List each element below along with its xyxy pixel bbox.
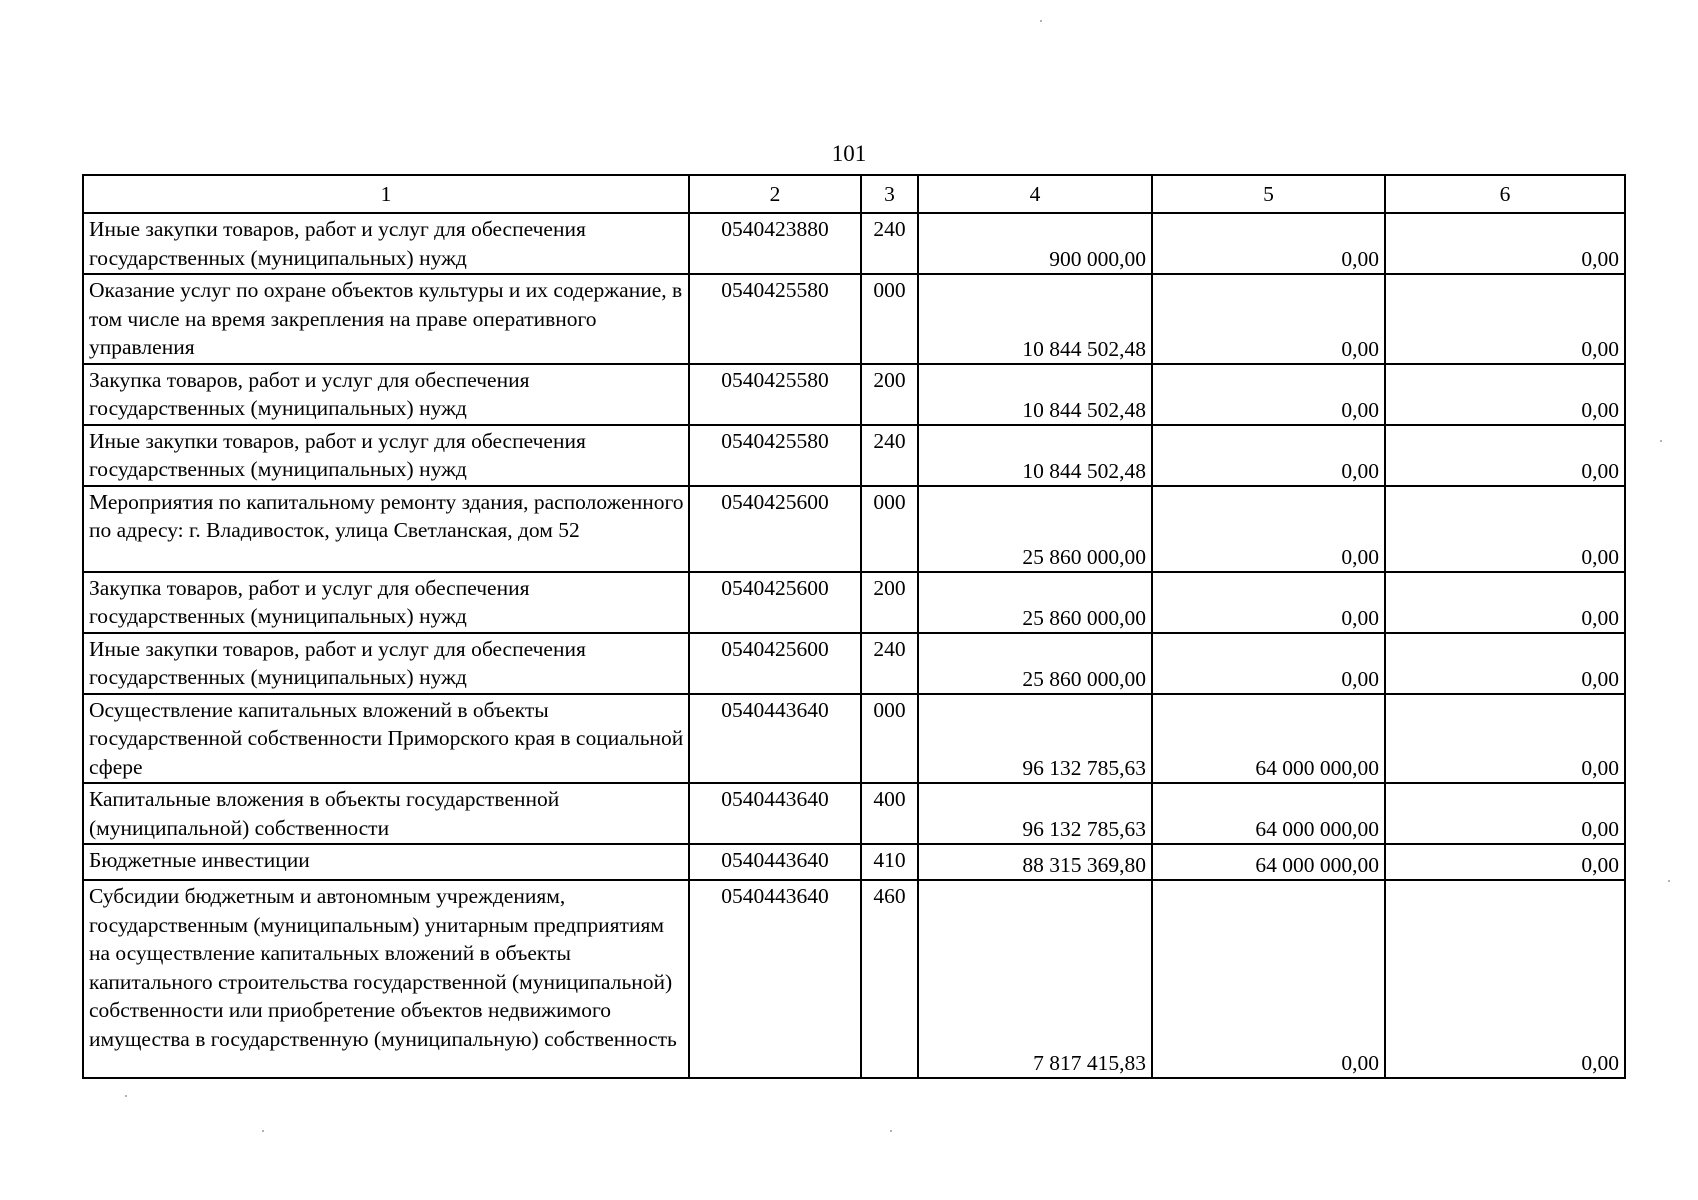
row-amount-5: 0,00 bbox=[1152, 572, 1385, 633]
row-expense-type: 460 bbox=[861, 880, 918, 1078]
page-number: 101 bbox=[831, 141, 867, 166]
row-expense-type: 200 bbox=[861, 364, 918, 425]
row-expense-type: 400 bbox=[861, 783, 918, 844]
row-target-code: 0540443640 bbox=[689, 844, 861, 880]
row-target-code: 0540425580 bbox=[689, 364, 861, 425]
row-description: Оказание услуг по охране объектов культуры и их содержание, в том числе на время закрепления на праве оперативного управления bbox=[83, 274, 689, 364]
row-description: Закупка товаров, работ и услуг для обеспечения государственных (муниципальных) нужд bbox=[83, 364, 689, 425]
row-target-code: 0540423880 bbox=[689, 213, 861, 274]
row-target-code: 0540425580 bbox=[689, 425, 861, 486]
row-amount-4: 10 844 502,48 bbox=[918, 425, 1152, 486]
row-amount-4: 10 844 502,48 bbox=[918, 364, 1152, 425]
row-expense-type: 240 bbox=[861, 633, 918, 694]
row-amount-5: 0,00 bbox=[1152, 364, 1385, 425]
row-expense-type: 000 bbox=[861, 274, 918, 364]
row-amount-4: 7 817 415,83 bbox=[918, 880, 1152, 1078]
row-description: Субсидии бюджетным и автономным учреждениям, государственным (муниципальным) унитарным предприятиям на осуществление капитальных вложений в объекты капитального строительства государственной (муниципальной) собственности или приобретение объектов недвижимого имущества в государственную (муниципальную) собственность bbox=[83, 880, 689, 1078]
table-row bbox=[83, 572, 1625, 633]
row-amount-6: 0,00 bbox=[1385, 364, 1625, 425]
row-target-code: 0540425600 bbox=[689, 633, 861, 694]
row-amount-5: 0,00 bbox=[1152, 486, 1385, 572]
row-amount-5: 64 000 000,00 bbox=[1152, 694, 1385, 784]
row-description: Осуществление капитальных вложений в объекты государственной собственности Приморского края в социальной сфере bbox=[83, 694, 689, 784]
row-target-code: 0540443640 bbox=[689, 783, 861, 844]
row-amount-4: 25 860 000,00 bbox=[918, 486, 1152, 572]
row-description: Бюджетные инвестиции bbox=[83, 844, 689, 880]
table-row bbox=[83, 694, 1625, 784]
column-header-4: 4 bbox=[918, 175, 1152, 213]
table-row bbox=[83, 783, 1625, 844]
row-description: Иные закупки товаров, работ и услуг для обеспечения государственных (муниципальных) нужд bbox=[83, 633, 689, 694]
row-amount-4: 96 132 785,63 bbox=[918, 694, 1152, 784]
row-expense-type: 240 bbox=[861, 213, 918, 274]
row-amount-5: 0,00 bbox=[1152, 274, 1385, 364]
row-amount-4: 900 000,00 bbox=[918, 213, 1152, 274]
row-description: Иные закупки товаров, работ и услуг для обеспечения государственных (муниципальных) нужд bbox=[83, 425, 689, 486]
row-description: Капитальные вложения в объекты государственной (муниципальной) собственности bbox=[83, 783, 689, 844]
row-amount-6: 0,00 bbox=[1385, 274, 1625, 364]
table-row bbox=[83, 274, 1625, 364]
row-amount-6: 0,00 bbox=[1385, 880, 1625, 1078]
row-expense-type: 000 bbox=[861, 694, 918, 784]
row-description: Иные закупки товаров, работ и услуг для обеспечения государственных (муниципальных) нужд bbox=[83, 213, 689, 274]
row-amount-5: 64 000 000,00 bbox=[1152, 783, 1385, 844]
row-amount-5: 0,00 bbox=[1152, 425, 1385, 486]
row-amount-4: 88 315 369,80 bbox=[918, 844, 1152, 880]
row-description: Мероприятия по капитальному ремонту здания, расположенного по адресу: г. Владивосток, улица Светланская, дом 52 bbox=[83, 486, 689, 572]
row-expense-type: 410 bbox=[861, 844, 918, 880]
row-amount-5: 0,00 bbox=[1152, 633, 1385, 694]
table-row bbox=[83, 425, 1625, 486]
row-expense-type: 000 bbox=[861, 486, 918, 572]
row-amount-6: 0,00 bbox=[1385, 633, 1625, 694]
header-row bbox=[83, 175, 1625, 213]
column-header-2: 2 bbox=[689, 175, 861, 213]
table-row bbox=[83, 213, 1625, 274]
column-header-5: 5 bbox=[1152, 175, 1385, 213]
column-header-1: 1 bbox=[83, 175, 689, 213]
column-header-6: 6 bbox=[1385, 175, 1625, 213]
row-amount-6: 0,00 bbox=[1385, 425, 1625, 486]
table-row bbox=[83, 633, 1625, 694]
row-amount-5: 0,00 bbox=[1152, 880, 1385, 1078]
table-row bbox=[83, 844, 1625, 880]
table-row bbox=[83, 880, 1625, 1078]
column-header-3: 3 bbox=[861, 175, 918, 213]
row-target-code: 0540425600 bbox=[689, 572, 861, 633]
row-target-code: 0540425580 bbox=[689, 274, 861, 364]
row-amount-5: 0,00 bbox=[1152, 213, 1385, 274]
row-description: Закупка товаров, работ и услуг для обеспечения государственных (муниципальных) нужд bbox=[83, 572, 689, 633]
row-amount-6: 0,00 bbox=[1385, 572, 1625, 633]
row-amount-6: 0,00 bbox=[1385, 213, 1625, 274]
row-amount-6: 0,00 bbox=[1385, 694, 1625, 784]
table-row bbox=[83, 364, 1625, 425]
table-row bbox=[83, 486, 1625, 572]
row-expense-type: 240 bbox=[861, 425, 918, 486]
row-amount-6: 0,00 bbox=[1385, 486, 1625, 572]
row-expense-type: 200 bbox=[861, 572, 918, 633]
row-target-code: 0540443640 bbox=[689, 880, 861, 1078]
row-target-code: 0540425600 bbox=[689, 486, 861, 572]
budget-table bbox=[82, 174, 1626, 1079]
row-amount-4: 25 860 000,00 bbox=[918, 572, 1152, 633]
row-amount-6: 0,00 bbox=[1385, 844, 1625, 880]
row-amount-6: 0,00 bbox=[1385, 783, 1625, 844]
row-target-code: 0540443640 bbox=[689, 694, 861, 784]
row-amount-4: 25 860 000,00 bbox=[918, 633, 1152, 694]
row-amount-5: 64 000 000,00 bbox=[1152, 844, 1385, 880]
row-amount-4: 10 844 502,48 bbox=[918, 274, 1152, 364]
row-amount-4: 96 132 785,63 bbox=[918, 783, 1152, 844]
